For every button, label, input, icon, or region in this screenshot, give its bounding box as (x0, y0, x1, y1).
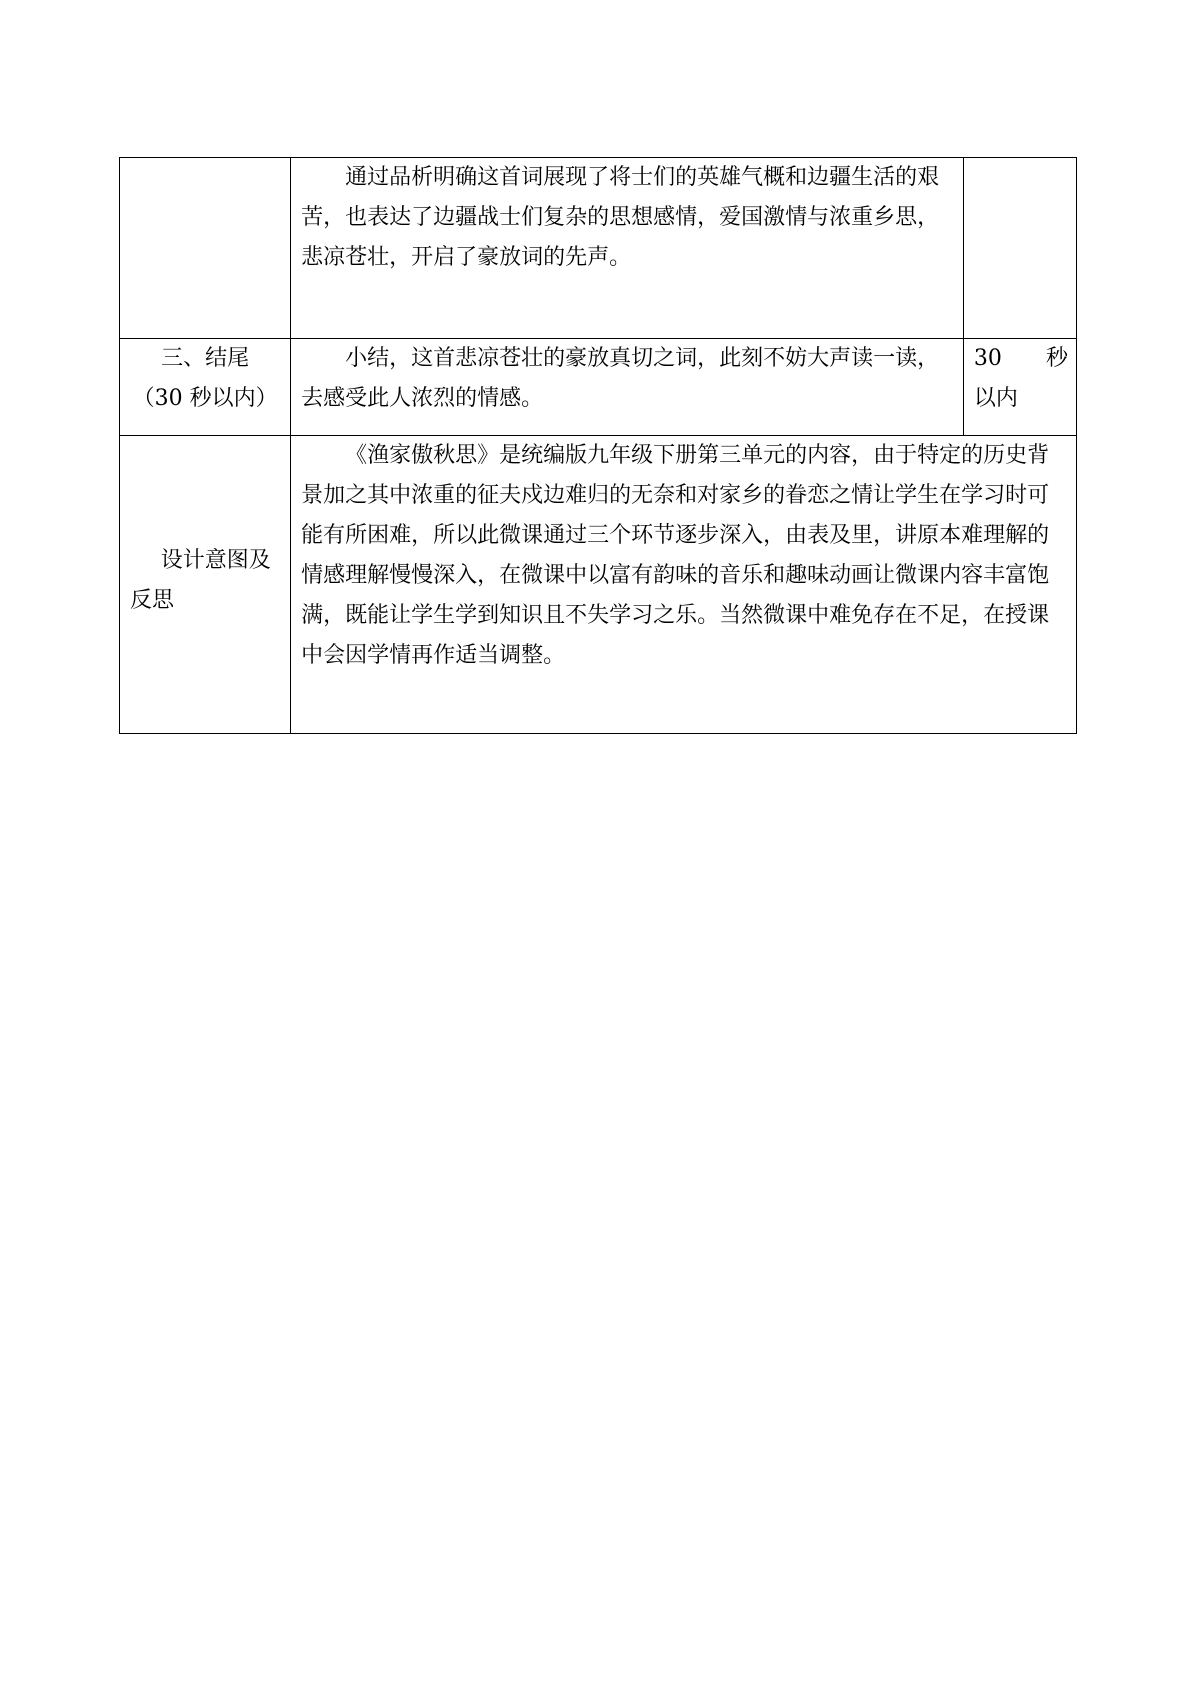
stage-label-cell (120, 158, 291, 339)
stage-label-cell (120, 339, 291, 436)
content-cell (291, 158, 964, 339)
lesson-plan-table (119, 157, 1077, 734)
table-row-analysis (120, 158, 1077, 339)
analysis-content: 通过品析明确这首词展现了将士们的英雄气概和边疆生活的艰苦，也表达了边疆战士们复杂的思想感情，爱国激情与浓重乡思，悲凉苍壮，开启了豪放词的先声。 (301, 165, 940, 270)
stage-label-duration: （30 秒以内） (132, 386, 278, 411)
content-cell (291, 339, 964, 436)
reflection-label-cell (120, 436, 291, 734)
reflection-label: 设计意图及反思 (130, 547, 271, 613)
reflection-content: 《渔家傲秋思》是统编版九年级下册第三单元的内容，由于特定的历史背景加之其中浓重的征夫戍边难归的无奈和对家乡的眷恋之情让学生在学习时可能有所困难，所以此微课通过三个环节逐步深入，由表及里，讲原本难理解的情感理解慢慢深入，在微课中以富有韵味的音乐和趣味动画让微课内容丰富饱满，既能让学生学到知识且不失学习之乐。当然微课中难免存在不足，在授课中会因学情再作适当调整。 (301, 443, 1050, 668)
ending-content: 小结，这首悲凉苍壮的豪放真切之词，此刻不妨大声读一读，去感受此人浓烈的情感。 (301, 346, 940, 411)
table-row-reflection (120, 436, 1077, 734)
time-limit-text: 30 秒 以内 (973, 346, 1068, 411)
stage-label-title: 三、结尾 (161, 346, 250, 371)
time-cell (963, 339, 1076, 436)
time-cell (963, 158, 1076, 339)
reflection-content-cell (291, 436, 1077, 734)
table-row-ending (120, 339, 1077, 436)
